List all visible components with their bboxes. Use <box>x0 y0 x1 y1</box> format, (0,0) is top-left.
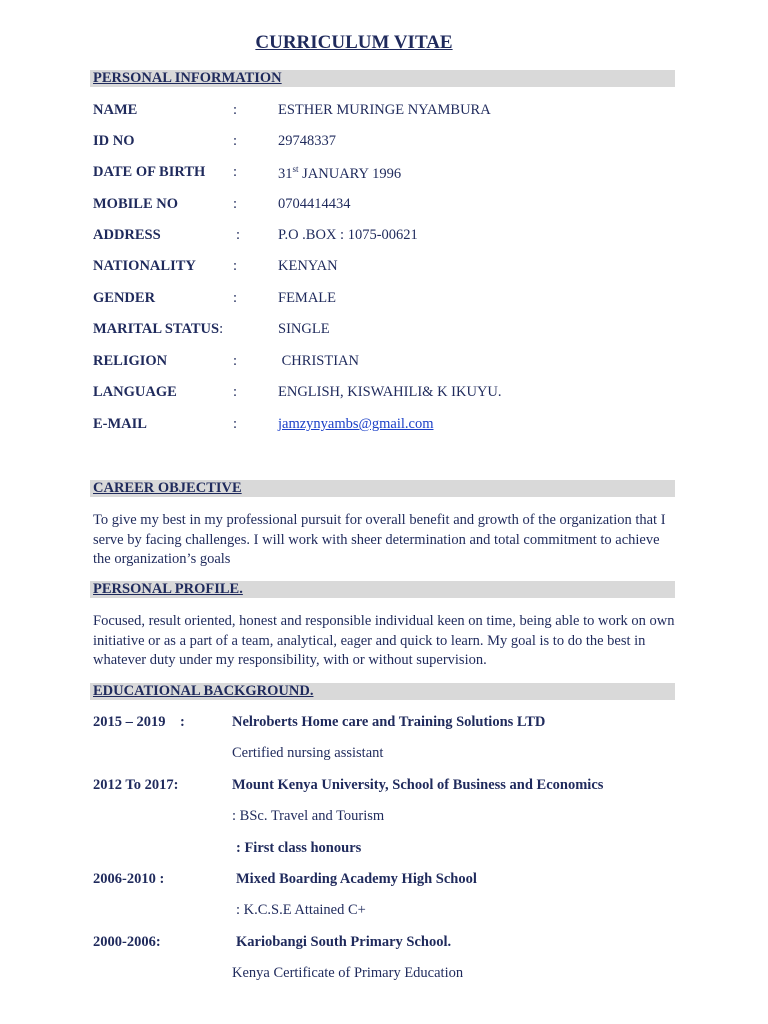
language-label: LANGUAGE <box>93 384 177 400</box>
education-detail: : BSc. Travel and Tourism <box>232 808 385 824</box>
career-objective-text: To give my best in my professional pursuit for overall benefit and growth of the organization that I serve by facing challenges. I will work with sheer determination and total commitment to achieve the organization’s goals <box>93 512 666 567</box>
colon: : <box>233 384 238 400</box>
religion-value: CHRISTIAN <box>278 353 359 369</box>
colon: : <box>233 164 238 180</box>
address-label: ADDRESS <box>93 227 161 243</box>
colon: : <box>233 102 238 118</box>
education-date: 2012 To 2017: <box>93 777 179 793</box>
name-value: ESTHER MURINGE NYAMBURA <box>278 102 491 118</box>
education-detail: : First class honours <box>236 840 362 856</box>
marital-status-label <box>93 321 223 338</box>
document-title: CURRICULUM VITAE <box>255 32 453 53</box>
nationality-label: NATIONALITY <box>93 258 196 274</box>
id-value: 29748337 <box>278 133 336 149</box>
education-institution: Mixed Boarding Academy High School <box>236 871 477 887</box>
id-label: ID NO <box>93 133 135 149</box>
section-title: PERSONAL PROFILE. <box>93 581 243 597</box>
colon: : <box>233 290 238 306</box>
gender-label: GENDER <box>93 290 156 306</box>
mobile-value: 0704414434 <box>278 196 351 212</box>
education-detail: : K.C.S.E Attained C+ <box>236 902 366 918</box>
education-detail: Kenya Certificate of Primary Education <box>232 965 464 981</box>
nationality-value: KENYAN <box>278 258 338 274</box>
dob-value <box>278 164 401 183</box>
career-objective-header <box>90 480 675 497</box>
dob-label: DATE OF BIRTH <box>93 164 206 180</box>
personal-information-header <box>90 70 675 87</box>
education-date: 2015 – 2019 : <box>93 714 185 730</box>
educational-background-header <box>90 683 675 700</box>
email-label: E-MAIL <box>93 416 147 432</box>
dob-suffix: st <box>292 164 299 174</box>
section-title: EDUCATIONAL BACKGROUND. <box>93 683 314 699</box>
section-title: PERSONAL INFORMATION <box>93 70 282 86</box>
colon: : <box>233 133 238 149</box>
education-institution: Kariobangi South Primary School. <box>236 934 452 950</box>
language-value: ENGLISH, KISWAHILI& K IKUYU. <box>278 384 502 400</box>
dob-day: 31 <box>278 165 293 182</box>
colon: : <box>233 196 238 212</box>
personal-profile-header <box>90 581 675 598</box>
address-value: P.O .BOX : 1075-00621 <box>278 227 418 243</box>
colon: : <box>233 416 238 432</box>
colon: : <box>219 321 224 337</box>
religion-label: RELIGION <box>93 353 168 369</box>
mobile-label: MOBILE NO <box>93 196 178 212</box>
education-detail: Certified nursing assistant <box>232 745 384 761</box>
marital-status-value: SINGLE <box>278 321 330 337</box>
education-institution: Nelroberts Home care and Training Solutions LTD <box>232 714 546 730</box>
personal-profile-text: Focused, result oriented, honest and responsible individual keen on time, being able to work on own initiative or as a part of a team, analytical, eager and quick to learn. My goal is to do the best in whatever duty under my responsibility, with or without supervision. <box>93 613 675 668</box>
education-institution: Mount Kenya University, School of Business and Economics <box>232 777 604 793</box>
colon: : <box>236 227 241 243</box>
marital-label-text: MARITAL STATUS <box>93 321 220 337</box>
section-title: CAREER OBJECTIVE <box>93 480 242 496</box>
gender-value: FEMALE <box>278 290 336 306</box>
dob-rest: JANUARY 1996 <box>298 165 402 182</box>
colon: : <box>233 353 238 369</box>
name-label: NAME <box>93 102 138 118</box>
education-date: 2006-2010 : <box>93 871 165 887</box>
colon: : <box>233 258 238 274</box>
email-link[interactable]: jamzynyambs@gmail.com <box>278 416 434 432</box>
education-date: 2000-2006: <box>93 934 161 950</box>
